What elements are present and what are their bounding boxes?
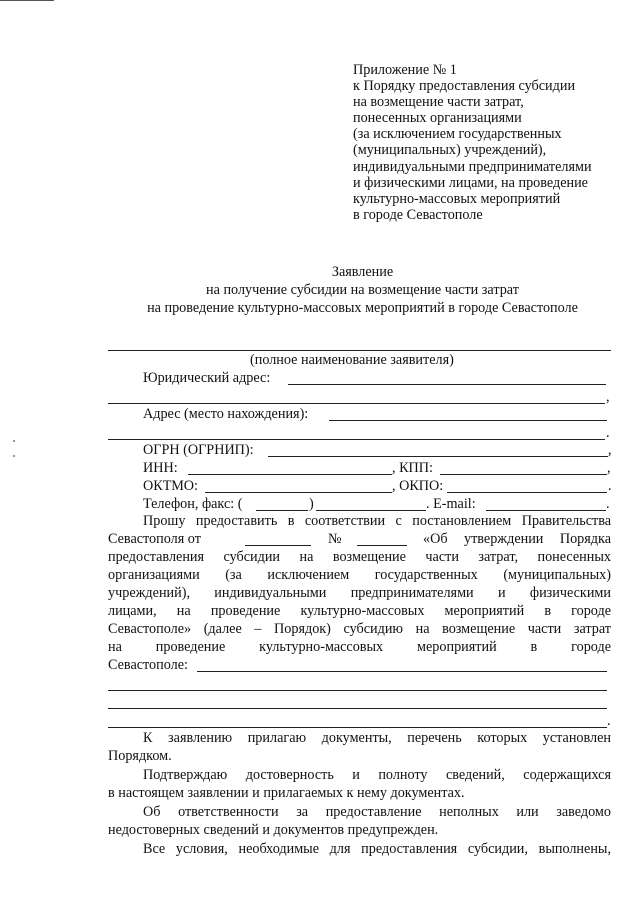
okpo-label: , ОКПО: [392, 478, 444, 494]
annex-line: (за исключением государственных [353, 126, 562, 143]
attachments-line: Порядком. [108, 748, 172, 764]
document-subtitle: на проведение культурно-массовых мероприятий в городе Севастополе [147, 300, 578, 316]
scan-speck [13, 455, 15, 457]
okpo-field[interactable] [447, 492, 607, 493]
legal-address-field[interactable] [288, 384, 606, 385]
comma-mark: , [606, 389, 610, 405]
responsibility-line: недостоверных сведений и документов предупрежден. [108, 822, 439, 838]
comma-mark: , [608, 442, 612, 458]
annex-line: (муниципальных) учреждений), [353, 142, 547, 159]
legal-address-label: Юридический адрес: [143, 370, 271, 386]
request-line-part: № [328, 531, 342, 547]
email-label: . E-mail: [426, 496, 476, 512]
location-address-field[interactable] [329, 420, 607, 421]
dot-mark: . [606, 425, 610, 441]
request-line: предоставления субсидии на возмещение части затрат, понесенных [108, 549, 611, 565]
responsibility-line: Об ответственности за предоставление неполных или заведомо [143, 804, 611, 820]
request-line: Севастополе» (далее – Порядок) субсидию на возмещение части затрат [108, 621, 611, 637]
annex-line: и физическими лицами, на проведение [353, 174, 588, 191]
annex-line: культурно-массовых мероприятий [353, 190, 561, 207]
inn-field[interactable] [188, 474, 392, 475]
request-line: на проведение культурно-массовых мероприятий в городе [108, 639, 611, 655]
conditions-line: Все условия, необходимые для предоставления субсидии, выполнены, [143, 841, 611, 857]
annex-line: в городе Севастополе [353, 206, 483, 223]
annex-line: индивидуальными предпринимателями [353, 158, 592, 175]
request-line-part: «Об утверждении Порядка [423, 531, 611, 547]
request-line: лицами, на проведение культурно-массовых мероприятий в городе [108, 603, 611, 619]
dot-mark: . [607, 713, 611, 729]
scan-speck [13, 440, 15, 442]
dot-mark: . [608, 478, 612, 494]
applicant-caption: (полное наименование заявителя) [250, 352, 454, 368]
document-subtitle: на получение субсидии на возмещение части затрат [206, 282, 519, 298]
location-address-field-2[interactable] [108, 439, 605, 440]
request-line: Прошу предоставить в соответствии с постановлением Правительства [143, 513, 611, 529]
dot-mark: . [606, 496, 610, 512]
annex-block [353, 62, 592, 223]
oktmo-label: ОКТМО: [143, 478, 198, 494]
kpp-label: , КПП: [392, 460, 433, 476]
scan-edge-line [0, 0, 54, 1]
location-address-label: Адрес (место нахождения): [143, 406, 309, 422]
document-title: Заявление [331, 264, 394, 280]
phone-paren: ) [309, 496, 314, 512]
event-description-field-4[interactable] [108, 727, 607, 728]
attachments-line: К заявлению прилагаю документы, перечень которых установлен [143, 730, 611, 746]
kpp-field[interactable] [440, 474, 607, 475]
comma-mark: , [607, 460, 611, 476]
applicant-name-line[interactable] [108, 350, 611, 351]
email-field[interactable] [486, 510, 606, 511]
decree-number-field[interactable] [357, 545, 407, 546]
event-description-field-2[interactable] [108, 690, 607, 691]
confirmation-line: Подтверждаю достоверность и полноту сведений, содержащихся [143, 767, 611, 783]
phone-number-field[interactable] [316, 510, 426, 511]
request-line: учреждений), индивидуальными предпринимателями и физическими [108, 585, 611, 601]
annex-line: на возмещение части затрат, [353, 94, 524, 111]
request-line: Севастополе: [108, 657, 188, 673]
confirmation-line: в настоящем заявлении и прилагаемых к нему документах. [108, 785, 465, 801]
event-description-field-3[interactable] [108, 708, 607, 709]
phone-label: Телефон, факс: ( [143, 496, 243, 512]
phone-code-field[interactable] [256, 510, 308, 511]
legal-address-field-2[interactable] [108, 403, 605, 404]
ogrn-field[interactable] [268, 456, 608, 457]
inn-label: ИНН: [143, 460, 178, 476]
annex-line: Приложение № 1 [353, 62, 457, 78]
annex-line: понесенных организациями [353, 110, 522, 127]
event-description-field[interactable] [197, 671, 607, 672]
annex-line: к Порядку предоставления субсидии [353, 78, 576, 95]
request-line: организациями (за исключением государственных (муниципальных) [108, 567, 611, 583]
oktmo-field[interactable] [205, 492, 392, 493]
decree-date-field[interactable] [245, 545, 311, 546]
request-line-part: Севастополя от [108, 531, 201, 547]
ogrn-label: ОГРН (ОГРНИП): [143, 442, 254, 458]
